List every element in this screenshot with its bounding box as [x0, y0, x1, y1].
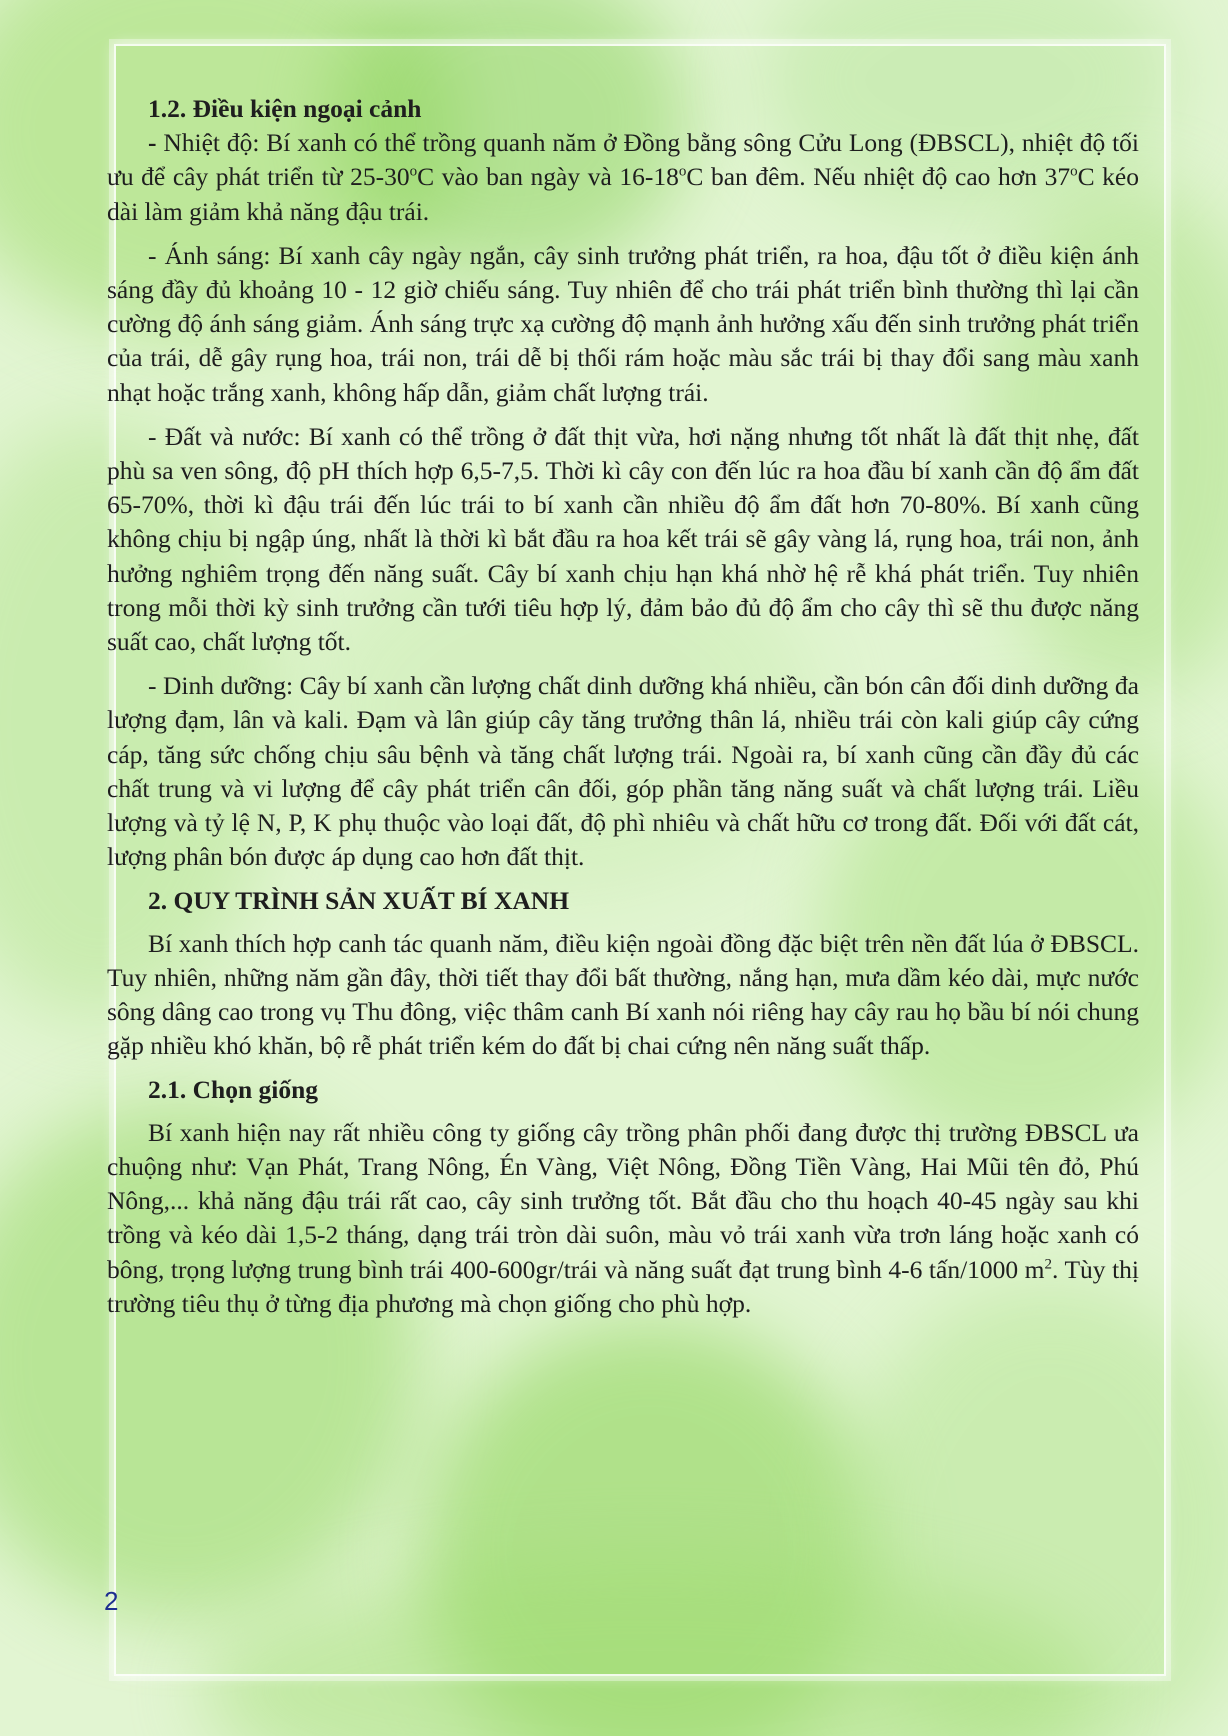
section-heading-2: 2. QUY TRÌNH SẢN XUẤT BÍ XANH	[148, 886, 570, 916]
paragraph-dinh-duong: - Dinh dưỡng: Cây bí xanh cần lượng chất dinh dưỡng khá nhiều, cần bón cân đối dinh dưỡng đa lượng đạm, lân và kali. Đạm và lân giúp cây tăng trưởng thân lá, nhiều trái còn kali giúp cây cứng cáp, tăng sức chống chịu sâu bệnh và tăng chất lượng trái. Ngoài ra, bí xanh cũng cần đầy đủ các chất trung và vi lượng để cây phát triển cân đối, góp phần tăng năng suất và chất lượng trái. Liều lượng và tỷ lệ N, P, K phụ thuộc vào loại đất, độ phì nhiêu và chất hữu cơ trong đất. Đối với đất cát, lượng phân bón được áp dụng cao hơn đất thịt.	[107, 671, 1139, 872]
section-heading-1-2: 1.2. Điều kiện ngoại cảnh	[148, 94, 422, 123]
paragraph-dat-nuoc: - Đất và nước: Bí xanh có thể trồng ở đất thịt vừa, hơi nặng nhưng tốt nhất là đất thịt nhẹ, đất phù sa ven sông, độ pH thích hợp 6,5-7,5. Thời kì cây con đến lúc ra hoa đầu bí xanh cần độ ẩm đất 65-70%, thời kì đậu trái đến lúc trái to bí xanh cần nhiều độ ẩm đất hơn 70-80%. Bí xanh cũng không chịu bị ngập úng, nhất là thời kì bắt đầu ra hoa kết trái sẽ gây vàng lá, rụng hoa, trái non, ảnh hưởng nghiêm trọng đến năng suất. Cây bí xanh chịu hạn khá nhờ hệ rễ khá phát triển. Tuy nhiên trong mỗi thời kỳ sinh trưởng cần tưới tiêu hợp lý, đảm bảo đủ độ ẩm cho cây thì sẽ thu được năng suất cao, chất lượng tốt.	[107, 421, 1139, 657]
page-number: 2	[104, 1586, 119, 1616]
paragraph-quy-trinh: Bí xanh thích hợp canh tác quanh năm, điều kiện ngoài đồng đặc biệt trên nền đất lúa ở ĐBSCL. Tuy nhiên, những năm gần đây, thời tiết thay đổi bất thường, nắng hạn, mưa dầm kéo dài, mực nước sông dâng cao trong vụ Thu đông, việc thâm canh Bí xanh nói riêng hay cây rau họ bầu bí nói chung gặp nhiều khó khăn, bộ rễ phát triển kém do đất bị chai cứng nên năng suất thấp.	[107, 928, 1139, 1061]
dash: -	[148, 128, 164, 158]
section-heading-2-1: 2.1. Chọn giống	[148, 1075, 319, 1105]
paragraph-chon-giong: Bí xanh hiện nay rất nhiều công ty giống cây trồng phân phối đang được thị trường ĐBSCL ưa chuộng như: Vạn Phát, Trang Nông, Én Vàng, Việt Nông, Đồng Tiền Vàng, Hai Mũi tên đỏ, Phú Nông,... khả năng đậu trái rất cao, cây sinh trưởng tốt. Bắt đầu cho thu hoạch 40-45 ngày sau khi trồng và kéo dài 1,5-2 tháng, dạng trái tròn dài suôn, màu vỏ trái xanh vừa trơn láng hoặc xanh có bông, trọng lượng trung bình trái 400-600gr/trái và năng suất đạt trung bình 4-6 tấn/1000 $m^2$. Tùy thị trường tiêu thụ ở từng địa phương mà chọn giống cho phù hợp.	[107, 1117, 1139, 1318]
document-body	[107, 92, 1139, 1331]
paragraph-nhiet-do: - Nhiệt độ: Bí xanh có thể trồng quanh năm ở Đồng bằng sông Cửu Long (ĐBSCL), nhiệt độ tối ưu để cây phát triển từ 25-30$^o$C vào ban ngày và 16-18$^o$C ban đêm. Nếu nhiệt độ cao hơn 37$^o$C kéo dài làm giảm khả năng đậu trái.	[107, 128, 1139, 226]
paragraph-anh-sang: - Ánh sáng: Bí xanh cây ngày ngắn, cây sinh trưởng phát triển, ra hoa, đậu tốt ở điều kiện ánh sáng đầy đủ khoảng 10 - 12 giờ chiếu sáng. Tuy nhiên để cho trái phát triển bình thường thì lại cần cường độ ánh sáng giảm. Ánh sáng trực xạ cường độ mạnh ảnh hưởng xấu đến sinh trưởng phát triển của trái, dễ gây rụng hoa, trái non, trái dễ bị thối rám hoặc màu sắc trái bị thay đổi sang màu xanh nhạt hoặc trắng xanh, không hấp dẫn, giảm chất lượng trái.	[107, 240, 1139, 407]
